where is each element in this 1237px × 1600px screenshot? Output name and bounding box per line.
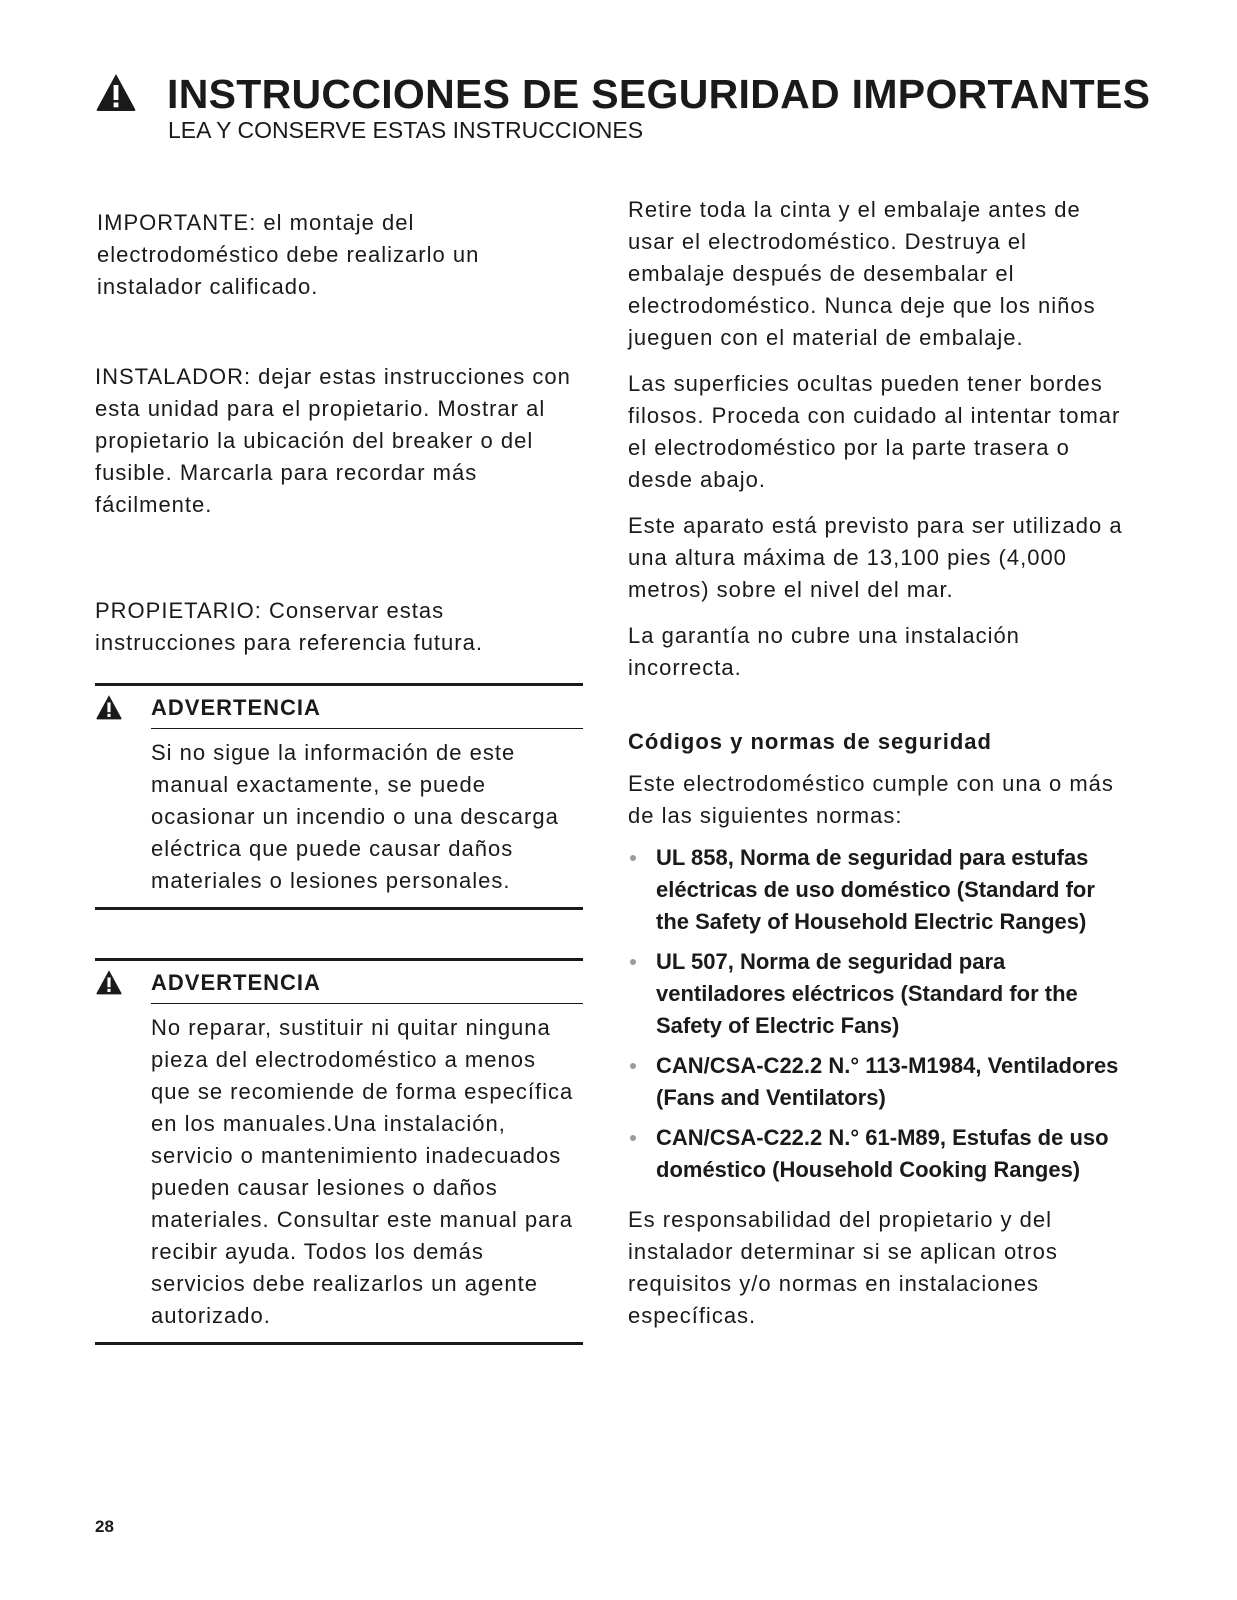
- standard-text: UL 858, Norma de seguridad para estufas eléctricas de uso doméstico (Standard for the Safety of Household Electric Ranges): [656, 845, 1095, 934]
- warning-header: [151, 961, 583, 1004]
- section-heading: Códigos y normas de seguridad: [628, 729, 992, 754]
- standards-list: [628, 842, 1128, 1186]
- bullet-icon: [630, 1063, 636, 1069]
- list-item: [628, 946, 1128, 1042]
- bullet-icon: [630, 1135, 636, 1141]
- section-intro: Este electrodoméstico cumple con una o más de las siguientes normas:: [628, 771, 1114, 828]
- sharp-edges-note: Las superficies ocultas pueden tener bordes filosos. Proceda con cuidado al intentar tomar el electrodoméstico por la parte trasera o desde abajo.: [628, 371, 1121, 492]
- standard-text: CAN/CSA-C22.2 N.° 113-M1984, Ventiladores (Fans and Ventilators): [656, 1053, 1119, 1110]
- bullet-icon: [630, 959, 636, 965]
- warning-header: [151, 686, 583, 729]
- owner-note: PROPIETARIO: Conservar estas instrucciones para referencia futura.: [95, 598, 483, 655]
- warning-box: [95, 958, 583, 1345]
- responsibility-note: Es responsabilidad del propietario y del instalador determinar si se aplican otros requisitos y/o normas en instalaciones específicas.: [628, 1207, 1058, 1328]
- warning-label: ADVERTENCIA: [151, 695, 321, 720]
- altitude-note: Este aparato está previsto para ser utilizado a una altura máxima de 13,100 pies (4,000 metros) sobre el nivel del mar.: [628, 513, 1123, 602]
- left-column: [95, 207, 585, 1345]
- warning-text: No reparar, sustituir ni quitar ninguna pieza del electrodoméstico a menos que se recomiende de forma específica en los manuales.Una instalación, servicio o mantenimiento inadecuados pueden causar lesiones o daños materiales. Consultar este manual para recibir ayuda. Todos los demás servicios debe realizarlos un agente autorizado.: [151, 1015, 574, 1328]
- standard-text: CAN/CSA-C22.2 N.° 61-M89, Estufas de uso doméstico (Household Cooking Ranges): [656, 1125, 1109, 1182]
- list-item: [628, 1050, 1128, 1114]
- right-column: [628, 194, 1128, 1332]
- list-item: [628, 842, 1128, 938]
- warning-text: Si no sigue la información de este manual exactamente, se puede ocasionar un incendio o una descarga eléctrica que puede causar daños materiales o lesiones personales.: [151, 740, 559, 893]
- warning-triangle-icon: [95, 694, 123, 720]
- page-subtitle: LEA Y CONSERVE ESTAS INSTRUCCIONES: [168, 117, 644, 143]
- page-number: 28: [95, 1517, 114, 1536]
- warning-triangle-icon: [95, 969, 123, 995]
- packaging-note: Retire toda la cinta y el embalaje antes de usar el electrodoméstico. Destruya el embalaje después de desembalar el electrodoméstico. Nunca deje que los niños jueguen con el material de embalaje.: [628, 197, 1096, 350]
- warning-box: [95, 683, 583, 910]
- installer-note: INSTALADOR: dejar estas instrucciones con esta unidad para el propietario. Mostrar al propietario la ubicación del breaker o del fusible. Marcarla para recordar más fácilmente.: [95, 364, 571, 517]
- important-note: IMPORTANTE: el montaje del electrodoméstico debe realizarlo un instalador calificado.: [97, 210, 480, 299]
- bullet-icon: [630, 855, 636, 861]
- warranty-note: La garantía no cubre una instalación incorrecta.: [628, 623, 1020, 680]
- page-title: INSTRUCCIONES DE SEGURIDAD IMPORTANTES: [167, 71, 1151, 117]
- warning-label: ADVERTENCIA: [151, 970, 321, 995]
- standard-text: UL 507, Norma de seguridad para ventiladores eléctricos (Standard for the Safety of Electric Fans): [656, 949, 1078, 1038]
- warning-triangle-icon: [95, 72, 137, 112]
- list-item: [628, 1122, 1128, 1186]
